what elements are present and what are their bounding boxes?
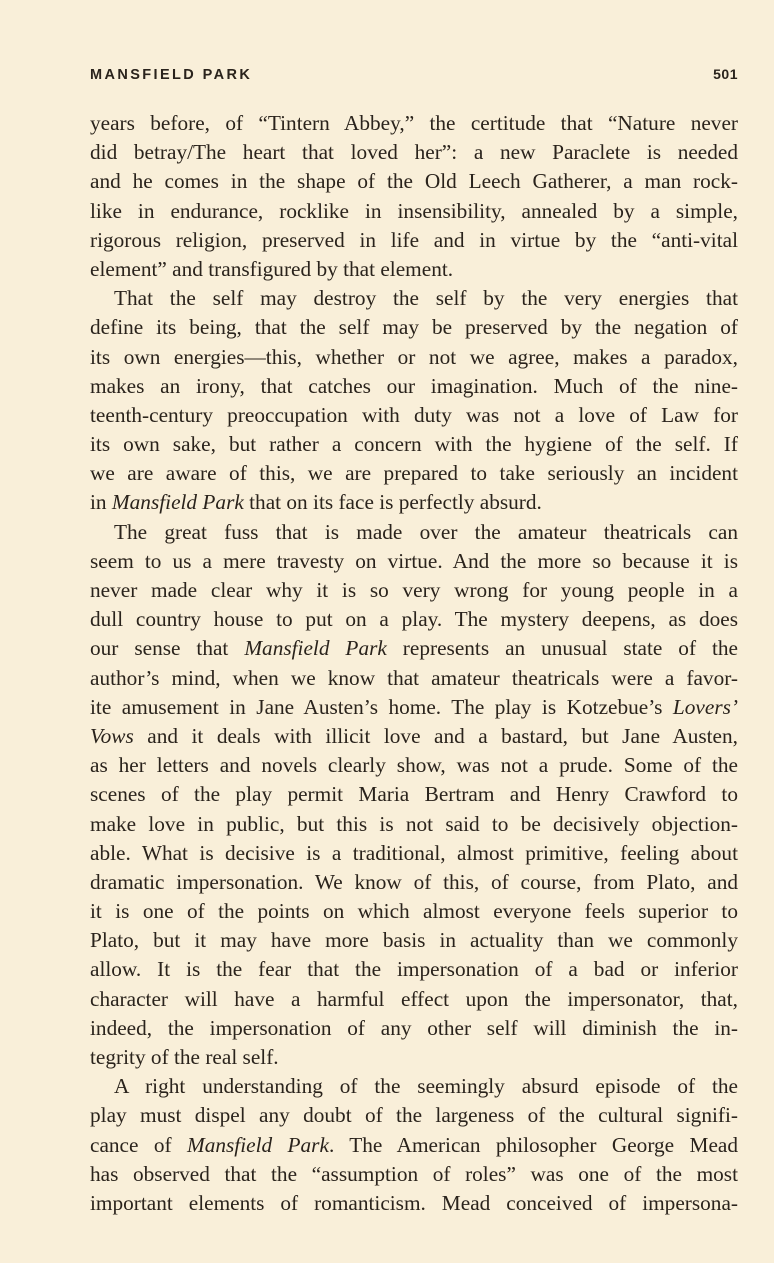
text-line: important elements of romanticism. Mead conceived of impersona- xyxy=(90,1190,738,1215)
text-line: That the self may destroy the self by the very energies that xyxy=(114,286,738,311)
text-line: able. What is decisive is a traditional, almost primitive, feeling about xyxy=(90,840,738,865)
text-fragment: our sense that xyxy=(90,636,229,661)
book-title: Mansfield Park xyxy=(186,1132,329,1157)
text-line xyxy=(90,634,738,663)
play-title: Vows xyxy=(90,723,134,748)
play-title: Lovers’ xyxy=(672,694,738,719)
text-line: its own energies—this, whether or not we agree, makes a paradox, xyxy=(90,344,738,369)
text-fragment: . The American philosopher George Mead xyxy=(328,1132,738,1157)
text-line: dramatic impersonation. We know of this, of course, from Plato, and xyxy=(90,869,738,894)
text-line: define its being, that the self may be preserved by the negation of xyxy=(90,315,738,340)
book-title: Mansfield Park xyxy=(244,636,387,661)
text-line: we are aware of this, we are prepared to take seriously an incident xyxy=(90,461,738,486)
text-line: and he comes in the shape of the Old Leech Gatherer, a man rock- xyxy=(90,169,738,194)
text-line: like in endurance, rocklike in insensibility, annealed by a simple, xyxy=(90,198,738,223)
text-fragment: that on its face is perfectly absurd. xyxy=(249,490,542,515)
text-line xyxy=(90,1131,738,1160)
text-line xyxy=(90,722,738,751)
text-line: years before, of “Tintern Abbey,” the certitude that “Nature never xyxy=(90,111,738,135)
text-line: as her letters and novels clearly show, was not a prude. Some of the xyxy=(90,753,738,778)
text-line: never made clear why it is so very wrong for young people in a xyxy=(90,578,738,602)
text-line xyxy=(90,488,738,517)
text-line: teenth-century preoccupation with duty was not a love of Law for xyxy=(90,402,738,427)
book-title: Mansfield Park xyxy=(111,490,244,515)
text-line: The great fuss that is made over the amateur theatricals can xyxy=(114,519,738,544)
text-fragment: and it deals with illicit love and a bastard, but Jane Austen, xyxy=(147,723,738,748)
text-line: it is one of the points on which almost everyone feels superior to xyxy=(90,899,738,924)
text-line: Plato, but it may have more basis in actuality than we commonly xyxy=(90,928,738,953)
text-line: indeed, the impersonation of any other self will diminish the in- xyxy=(90,1015,738,1040)
text-line: tegrity of the real self. xyxy=(90,1045,279,1069)
text-line: has observed that the “assumption of roles” was one of the most xyxy=(90,1161,738,1186)
text-line: make love in public, but this is not said to be decisively objection- xyxy=(90,811,738,836)
text-fragment: represents an unusual state of the xyxy=(402,636,738,661)
text-line: rigorous religion, preserved in life and in virtue by the “anti-vital xyxy=(90,227,738,252)
text-fragment: ite amusement in Jane Austen’s home. The play is Kotzebue’s xyxy=(90,694,663,719)
text-line: dull country house to put on a play. The mystery deepens, as does xyxy=(90,607,738,632)
page-number: 501 xyxy=(713,66,738,82)
text-line: did betray/The heart that loved her”: a new Paraclete is needed xyxy=(90,140,738,165)
text-line: makes an irony, that catches our imagination. Much of the nine- xyxy=(90,373,738,398)
body-text xyxy=(90,109,738,1218)
text-fragment: cance of xyxy=(90,1132,172,1157)
book-page xyxy=(90,66,738,1218)
text-line: allow. It is the fear that the impersonation of a bad or inferior xyxy=(90,957,738,982)
text-line: author’s mind, when we know that amateur theatricals were a favor- xyxy=(90,665,738,690)
text-line xyxy=(90,693,738,722)
text-line: seem to us a mere travesty on virtue. And the more so because it is xyxy=(90,548,738,573)
text-line: its own sake, but rather a concern with the hygiene of the self. If xyxy=(90,432,738,457)
text-line: scenes of the play permit Maria Bertram and Henry Crawford to xyxy=(90,782,738,807)
text-line: character will have a harmful effect upon the impersonator, that, xyxy=(90,986,738,1011)
running-head xyxy=(90,66,738,86)
text-fragment: in xyxy=(90,490,107,515)
text-line: A right understanding of the seemingly absurd episode of the xyxy=(114,1074,738,1099)
text-line: element” and transfigured by that element. xyxy=(90,256,454,281)
text-line: play must dispel any doubt of the largeness of the cultural signifi- xyxy=(90,1103,738,1128)
running-head-title: MANSFIELD PARK xyxy=(90,67,253,83)
